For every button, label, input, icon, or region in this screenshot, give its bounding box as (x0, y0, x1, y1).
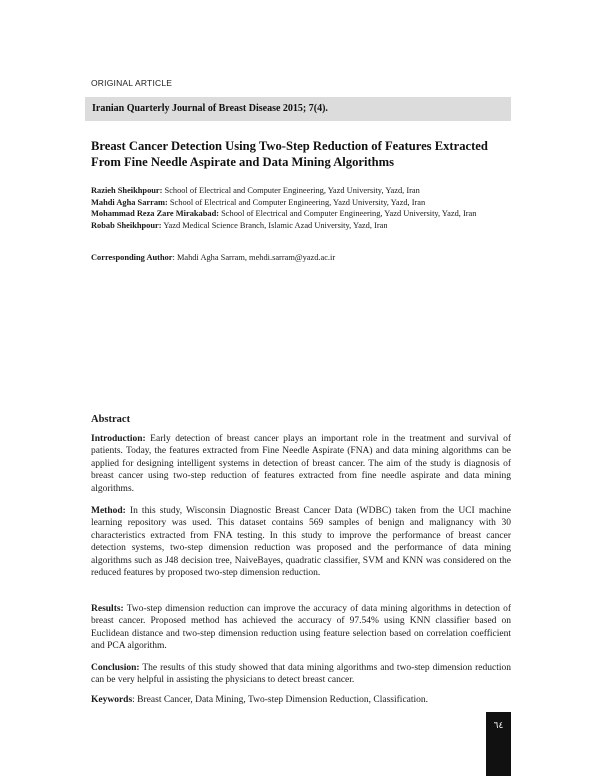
journal-citation-bar (85, 97, 511, 121)
author-entry (91, 220, 511, 232)
abstract-heading: Abstract (91, 414, 131, 425)
method-text: In this study, Wisconsin Diagnostic Breast Cancer Data (WDBC) taken from the UCI machine learning repository was used. This dataset contains 569 samples of benign and malignancy with 30 characteristics extracted from FNA testing. In this study to improve the performance of breast cancer detection systems, two-step dimension reduction was proposed and the performance of data mining algorithms such as J48 decision tree, NaiveBayes, quadratic classifier, SVM and KNN was considered on the reduced features by proposed two-step dimension reduction. (91, 506, 511, 579)
abstract-conclusion (91, 662, 511, 687)
author-entry (91, 197, 511, 209)
introduction-label: Introduction: (91, 434, 146, 444)
results-label: Results: (91, 604, 124, 614)
author-name: Mohammad Reza Zare Mirakabad: (91, 209, 220, 219)
paper-title: Breast Cancer Detection Using Two-Step Reduction of Features Extracted From Fine Needle Aspirate and Data Mining Algorithms (91, 139, 488, 169)
abstract-method (91, 505, 511, 579)
page-number-tab (486, 712, 511, 776)
author-affiliation: School of Electrical and Computer Engineering, Yazd University, Yazd, Iran (219, 209, 477, 219)
keywords-text: : Breast Cancer, Data Mining, Two-step Dimension Reduction, Classification. (132, 695, 429, 705)
corresponding-author-value: : Mahdi Agha Sarram, mehdi.sarram@yazd.ac.ir (172, 253, 336, 262)
corresponding-author (91, 253, 511, 262)
results-text: Two-step dimension reduction can improve the accuracy of data mining algorithms in detection of breast cancer. Proposed method has achieved the accuracy of 97.54% using KNN classifier based on Euclidean distance and two-step dimension reduction using feature selection based on correlation coefficient and PCA algorithm. (91, 604, 511, 652)
author-entry (91, 208, 511, 220)
abstract-keywords (91, 694, 511, 706)
abstract-introduction (91, 433, 511, 495)
method-label: Method: (91, 506, 126, 516)
author-name: Mahdi Agha Sarram: (91, 197, 168, 207)
article-type-label: ORIGINAL ARTICLE (91, 78, 173, 88)
author-list (91, 185, 511, 232)
conclusion-label: Conclusion: (91, 663, 140, 673)
author-affiliation: School of Electrical and Computer Engineering, Yazd University, Yazd, Iran (167, 197, 426, 207)
author-affiliation: Yazd Medical Science Branch, Islamic Azad University, Yazd, Iran (161, 221, 388, 231)
abstract-results (91, 603, 511, 653)
author-name: Razieh Sheikhpour: (91, 186, 163, 195)
conclusion-text: The results of this study showed that data mining algorithms and two-step dimension reduction can be very helpful in assisting the physicians to detect breast cancer. (91, 663, 511, 686)
page-number: ٦٤ (493, 721, 504, 731)
corresponding-author-label: Corresponding Author (91, 253, 173, 262)
journal-citation: Iranian Quarterly Journal of Breast Disease 2015; 7(4). (92, 103, 328, 114)
author-name: Robab Sheikhpour: (91, 221, 162, 231)
introduction-text: Early detection of breast cancer plays an important role in the treatment and survival of patients. Today, the features extracted from Fine Needle Aspirate (FNA) and data mining algorithms can be applied for designing intelligent systems in detection of breast cancer. The aim of the study is diagnosis of breast cancer using two-step reduction of features extracted from fine needle aspirate and data mining algorithms. (91, 434, 511, 494)
author-affiliation: School of Electrical and Computer Engineering, Yazd University, Yazd, Iran (162, 186, 420, 195)
keywords-label: Keywords (91, 695, 133, 705)
author-entry (91, 185, 511, 197)
